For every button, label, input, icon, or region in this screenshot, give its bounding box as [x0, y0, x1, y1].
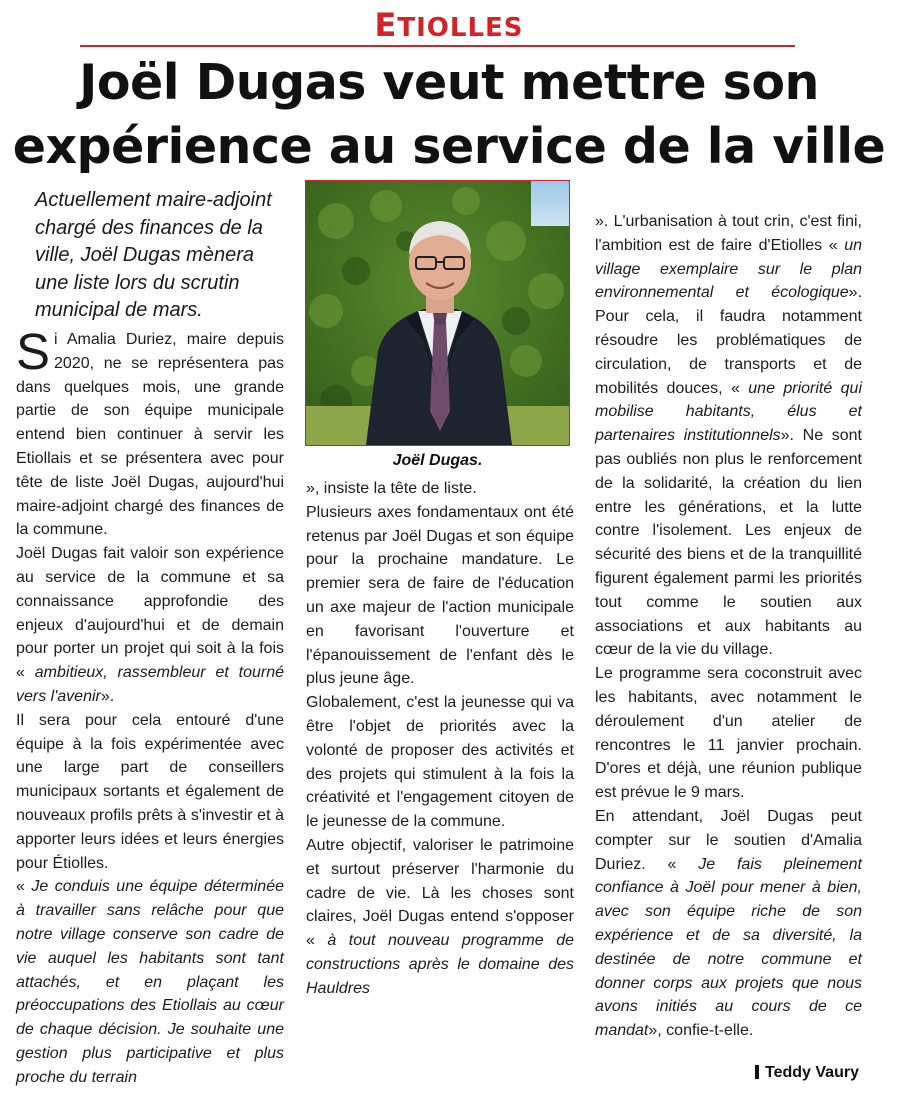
paragraph-9-quote: Je fais pleinement confiance à Joël pour mener à bien, avec son équipe riche de son expérience et de sa diversité, la destinée de notre commune et donner corps aux projets que nous avons initiés au cours de ce mandat — [595, 855, 862, 1040]
paragraph-9-end: », confie-t-elle. — [648, 1022, 754, 1040]
paragraph-7-quote: à tout nouveau programme de constructions après le domaine des Hauldres — [306, 932, 575, 997]
headline-line-2: expérience au service de la ville — [12, 118, 886, 175]
portrait-illustration — [306, 181, 569, 445]
article-column-1 — [16, 323, 285, 1090]
photo-caption: Joël Dugas. — [392, 452, 483, 469]
paragraph-7-quote-2: un village exemplaire sur le plan environnemental et écologique — [595, 236, 862, 302]
headline-line-1: Joël Dugas veut mettre son — [79, 54, 819, 111]
paragraph-2 — [16, 542, 284, 709]
byline-bar — [755, 1065, 759, 1079]
article-lead: Actuellement maire-adjoint chargé des finances de la ville, Joël Dugas mènera une liste lors du scrutin municipal de mars. — [35, 189, 272, 322]
section-rubric — [0, 6, 898, 47]
paragraph-7-text: Autre objectif, valoriser le patrimoine et surtout préserver l'harmonie du cadre de vie. Là les choses sont claires, Joël Dugas entend s'opposer « — [306, 836, 574, 950]
paragraph-5: Plusieurs axes fondamentaux ont été retenus par Joël Dugas et son équipe pour la prochaine mandature. Le premier sera de faire de l'éducation un axe majeur de l'action municipale en favorisant l'ouverture et l'épanouissement de l'enfant dès le plus jeune âge. — [306, 503, 574, 688]
rubric-initial: E — [374, 6, 398, 44]
paragraph-7-continued — [595, 210, 862, 662]
paragraph-7-quote-3: une priorité qui mobilise habitants, élus et partenaires institutionnels — [595, 379, 863, 445]
paragraph-1-text: i Amalia Duriez, maire depuis 2020, ne se représentera pas dans quelques mois, une grande partie de son équipe municipale entend bien continuer à servir les Etiollais et se présentera avec pour tête de liste Joël Dugas, aujourd'hui maire-adjoint chargé des finances de la commune. — [16, 331, 284, 539]
paragraph-4-continued: », insiste la tête de liste. — [306, 480, 477, 497]
author-byline — [755, 1062, 875, 1084]
paragraph-1 — [16, 323, 284, 542]
paragraph-2-quote: ambitieux, rassembleur et tourné vers l'avenir — [16, 664, 285, 705]
paragraph-7 — [306, 834, 574, 1001]
paragraph-7-text-c: ». Pour cela, il faudra notamment résoudre les problématiques de circulation, de transports et de mobilités douces, « — [595, 284, 862, 397]
rubric-divider — [80, 45, 795, 47]
article-column-3 — [595, 210, 862, 1043]
drop-cap: S — [16, 323, 51, 380]
paragraph-3: Il sera pour cela entouré d'une équipe à la fois expérimentée avec une large part de conseillers municipaux sortants et également de nouveaux profils prêts à s'investir et à apporter leurs idées et leurs énergies pour Étiolles. — [16, 711, 284, 872]
author-name: Teddy Vaury — [765, 1064, 859, 1081]
paragraph-9 — [595, 805, 862, 1043]
paragraph-7-text-d: ». Ne sont pas oubliés non plus le renforcement de la solidarité, la création du lien entre les générations, et la lutte contre l'isolement. Les enjeux de sécurité des biens et de la tranquillité figurent également parmi les priorités tout comme le soutien aux associations et aux habitants au cœur de la vie du village. — [595, 427, 863, 659]
paragraph-7-text-b: ». L'urbanisation à tout crin, c'est fini, l'ambition est de faire d'Etiolles « — [595, 213, 862, 254]
paragraph-4-open: « — [16, 878, 32, 896]
paragraph-4 — [16, 875, 284, 1089]
portrait-photo — [305, 180, 570, 446]
paragraph-2-text: Joël Dugas fait valoir son expérience au service de la commune et sa connaissance approfondie des enjeux d'aujourd'hui et de demain pour porter un projet qui soit à la fois « — [16, 545, 284, 682]
rubric-rest: TIOLLES — [397, 13, 524, 43]
article-column-2 — [306, 477, 574, 1001]
paragraph-4-quote: Je conduis une équipe déterminée à travailler sans relâche pour que notre village conserve son cadre de vie auquel les habitants sont tant attachés, et en plaçant les préoccupations des Etiollais au cœur de chaque décision. Je souhaite une gestion plus participative et plus proche du terrain — [16, 878, 285, 1086]
paragraph-8: Le programme sera coconstruit avec les habitants, avec notamment le déroulement d'un atelier de rencontres le 11 janvier prochain. D'ores et déjà, une réunion publique est prévue le 9 mars. — [595, 665, 862, 802]
paragraph-6: Globalement, c'est la jeunesse qui va être l'objet de priorités avec la volonté de proposer des activités et des projets qui stimulent à la fois la créativité et l'engagement citoyen de le jeunesse de la commune. — [306, 694, 574, 831]
article-headline — [0, 51, 898, 179]
paragraph-2-end: ». — [100, 687, 115, 705]
paragraph-9-text: En attendant, Joël Dugas peut compter sur le soutien d'Amalia Duriez. « — [595, 807, 862, 873]
